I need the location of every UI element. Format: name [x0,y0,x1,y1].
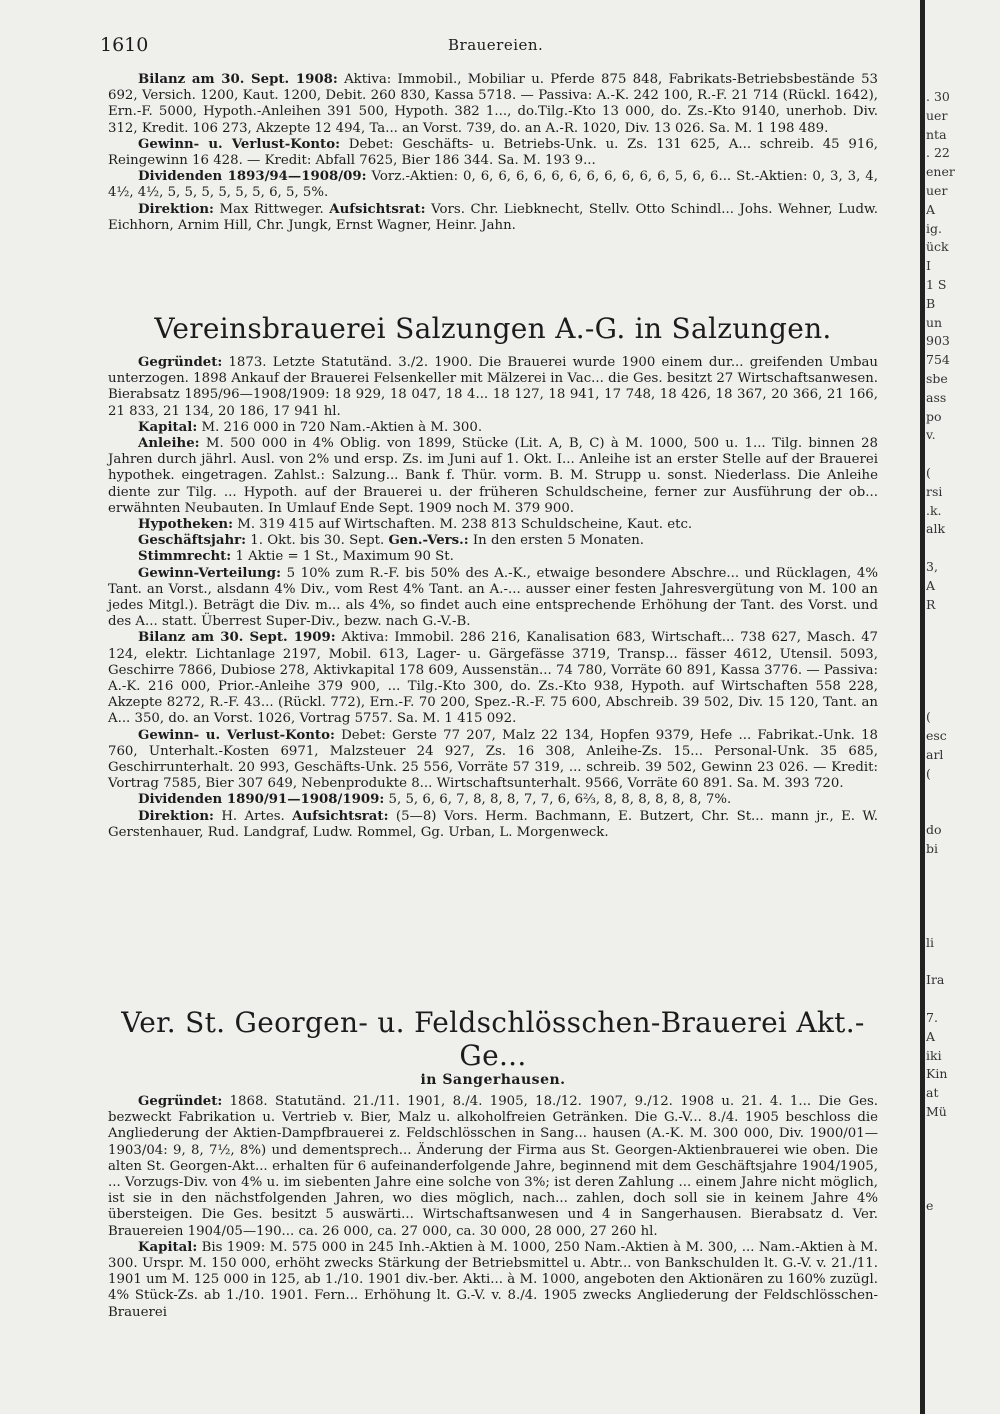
genvers-label: Gen.-Vers.: [388,533,469,549]
stimmrecht-label: Stimmrecht: [138,549,232,565]
gewinn-text: Debet: Geschäfts- u. Betriebs-Unk. u. Zs. 131 625, A... schreib. 45 916, Reingewinn 16 428. — Kredit: Abfall 7625, Bier 186 344. Sa. M. 193 9... [108,136,879,169]
dividenden-text: Vorz.-Aktien: 0, 6, 6, 6, 6, 6, 6, 6, 6, 6, 6, 6, 5, 6, 6... St.-Aktien: 0, 3, 3, 4, 4½, 4½, 5, 5, 5, 5, 5, 5, 6, 5, 5%. [108,169,878,201]
adjacent-line [926,1178,1000,1197]
adjacent-line: B [926,295,936,311]
adjacent-line: do [926,822,942,838]
adjacent-line [926,1159,1000,1178]
adjacent-line [926,1122,1000,1141]
adjacent-line [926,445,1000,464]
adjacent-line: v. [926,427,936,443]
geschaeftsjahr-label: Geschäftsjahr: [138,533,247,549]
adjacent-line: . 22 [926,145,950,161]
adjacent-line: A [926,577,936,593]
gegruendet-sangerhausen [108,1094,878,1240]
section-vereinsbrauerei-salzungen [108,312,878,841]
adjacent-line: I [926,258,931,274]
adjacent-line: A [926,1028,936,1044]
gewinnverteilung-label: Gewinn-Verteilung: [138,565,282,581]
gewinn-verlust-1908 [108,137,878,169]
section-previous-company [108,72,878,234]
adjacent-line: A [926,201,936,217]
gegruendet-label: Gegründet: [138,1094,223,1109]
bilanz-text: Aktiva: Immobil., Mobiliar u. Pferde 875 848, Fabrikats-Betriebsbestände 53 692, Versich. 1200, Kaut. 1200, Debit. 260 830, Kassa 5718. — Passiva: A.-K. 242 100, R.-F. 21 714 (Rückl. 1642), Ern.-F. 5000, Hypoth.-Anleihen 391 500, Hypoth. 382 1..., do.Tilg.-Kto 13 000, do. Zs.-Kto 9140, unerhob. Div. 312, Kredit. 106 273, Akzepte 12 494, Ta... an Vorst. 739, do. an A.-R. 1020, Div. 13 026. Sa. M. 1 198 489. [108,72,878,136]
adjacent-line [926,690,1000,709]
company-title-sangerhausen: Ver. St. Georgen- u. Feldschlösschen-Brauerei Akt.-Ge... [121,1006,865,1072]
adjacent-line [926,990,1000,1009]
adjacent-line: e [926,1198,934,1214]
adjacent-line: uer [926,182,948,198]
adjacent-line [926,802,1000,821]
adjacent-line: esc [926,728,947,744]
anleihe-label: Anleihe: [138,436,200,452]
hypotheken-text: M. 319 415 auf Wirtschaften. M. 238 813 Schuldscheine, Kaut. etc. [237,517,693,533]
page-number: 1610 [100,34,149,56]
adjacent-line: R [926,596,936,612]
adjacent-line: 7. [926,1010,938,1026]
stimmrecht-text: 1 Aktie = 1 St., Maximum 90 St. [235,549,454,565]
gewinnverteilung-salzungen [108,566,878,631]
adjacent-line [926,652,1000,671]
adjacent-line: ener [926,164,955,180]
company-location: in Sangerhausen. [420,1072,566,1088]
aufsichtsrat-text: (5—8) Vors. Herm. Bachmann, E. Butzert, Chr. St... mann jr., E. W. Gerstenhauer, Rud. Landgraf, Ludw. Rommel, Gg. Urban, L. Morgenweck. [108,808,878,840]
geschaeftsjahr-text: 1. Okt. bis 30. Sept. [250,533,385,549]
adjacent-line [926,915,1000,934]
adjacent-line: rsi [926,483,943,499]
adjacent-line: uer [926,107,948,123]
direktion-text: Max Rittweger. [219,201,324,217]
adjacent-line: ück [926,239,949,255]
adjacent-line [926,953,1000,972]
adjacent-line: ( [926,765,931,781]
gegruendet-text: 1868. Statutänd. 21./11. 1901, 8./4. 1905, 18./12. 1907, 9./12. 1908 u. 21. 4. 1... Die Ges. bezweckt Fabrikation u. Vertrieb v. Bier, Malz u. alkoholfreien Getränken. Die G.-V... 8./4. 1905 beschloss die Angliederung der Aktien-Dampfbrauerei z. Feldschlösschen in Sang... hausen (A.-K. M. 300 000, Div. 1900/01—1903/04: 9, 8, 7½, 8%) und dementsprech... Änderung der Firma aus St. Georgen-Aktienbrauerei wie oben. Die alten St. Georgen-Akt... erhalten für 6 aufeinanderfolgende Jahre, beginnend mit dem Geschäftsjahre 1904/1905, ... Vorzugs-Div. von 4% u. im siebenten Jahre eine solche von 3%; ist deren Zahlung ... einem Jahre nicht möglich, ist sie in den nächstfolgenden Jahren, wo dies möglich, nach... zahlen, doch soll sie in keinem Jahre 4% übersteigen. Die Ges. besitzt 5 auswärti... Wirtschaftsanwesen und 4 in Sangerhausen. Bierabsatz d. Ver. Brauereien 1904/05—190... ca. 26 000, ca. 27 000, ca. 30 000, 28 000, 27 260 hl. [108,1094,878,1239]
adjacent-line: po [926,408,942,424]
adjacent-line: bi [926,840,938,856]
section-st-georgen-feldschloesschen [108,1006,878,1321]
adjacent-line [926,633,1000,652]
gegruendet-label: Gegründet: [138,355,223,370]
adjacent-line: alk [926,521,946,537]
adjacent-line: iki [926,1047,942,1063]
kapital-sangerhausen [108,1240,878,1321]
direktion-label: Direktion: [138,201,214,217]
adjacent-line: Kin [926,1066,948,1082]
gewinn-verlust-salzungen [108,728,878,793]
adjacent-line: 754 [926,352,950,368]
bilanz-1909-salzungen [108,630,878,727]
adjacent-line: ass [926,389,947,405]
direktion-salzungen [108,809,878,841]
adjacent-line [926,614,1000,633]
kapital-text: M. 216 000 in 720 Nam.-Aktien à M. 300. [201,419,483,435]
kapital-label: Kapital: [138,1239,198,1255]
adjacent-line: . 30 [926,89,950,104]
kapital-label: Kapital: [138,419,198,435]
adjacent-page-column [926,88,1000,1216]
direktion-label: Direktion: [138,808,214,824]
aufsichtsrat-label: Aufsichtsrat: [329,201,426,217]
aufsichtsrat-text: Vors. Chr. Liebknecht, Stellv. Otto Schindl... Johs. Wehner, Ludw. Eichhorn, Arnim Hill, Chr. Jungk, Ernst Wagner, Heinr. Jahn. [108,201,879,233]
adjacent-line: arl [926,746,944,762]
adjacent-line: li [926,934,934,950]
kapital-text: Bis 1909: M. 575 000 in 245 Inh.-Aktien à M. 1000, 250 Nam.-Aktien à M. 300, ... Nam.-Aktien à M. 300. Urspr. M. 150 000, erhöht zwecks Stärkung der Betriebsmittel u. Abtr... von Bankschulden lt. G.-V. v. 21./11. 1901 um M. 125 000 in 125, ab 1./10. 1901 div.-ber. Akti... à M. 1000, angeboten den Aktionären zu 160% zuzügl. 4% Stück-Zs. ab 1./10. 1901. Fern... Erhöhung lt. G.-V. v. 8./4. 1905 zwecks Angliederung der Feldschlösschen-Brauerei [108,1239,878,1320]
kapital-salzungen [108,420,878,436]
adjacent-line: un [926,314,943,330]
adjacent-line [926,1141,1000,1160]
adjacent-line [926,539,1000,558]
adjacent-line: sbe [926,370,948,386]
adjacent-line: ( [926,709,931,725]
adjacent-line: 3, [926,558,938,574]
adjacent-line [926,859,1000,878]
aufsichtsrat-label: Aufsichtsrat: [292,808,389,824]
adjacent-line: Mü [926,1104,947,1120]
adjacent-line: at [926,1085,939,1101]
gegruendet-text: 1873. Letzte Statutänd. 3./2. 1900. Die Brauerei wurde 1900 einem dur... greifenden Umbau unterzogen. 1898 Ankauf der Brauerei Felsenkeller mit Mälzerei in Vac... die Ges. besitzt 27 Wirtschaftsanwesen. Bierabsatz 1895/96—1908/1909: 18 929, 18 047, 18 4... 18 127, 18 941, 17 748, 18 426, 18 367, 20 366, 21 166, 21 833, 21 134, 20 186, 17 941 hl. [108,355,878,419]
dividenden-label: Dividenden 1893/94—1908/09: [138,169,367,185]
gewinnverteilung-text: 5 10% zum R.-F. bis 50% des A.-K., etwaige besondere Abschre... und Rücklagen, 4% Tant. an Vorst., alsdann 4% Div., vom Rest 4% Tant. an A.-... ausser einer festen Jahresvergütung von M. 100 an jedes Mitgl.). Beträgt die Div. m... als 4%, so findet auch eine entsprechende Erhöhung der Tant. des Vorst. und des A... statt. Überrest Super-Div., bezw. nach G.-V.-B. [108,565,878,630]
adjacent-line [926,783,1000,802]
direktion-1908 [108,202,878,234]
hypotheken-salzungen [108,517,878,533]
anleihe-salzungen [108,436,878,517]
adjacent-line: 1 S [926,276,947,292]
dividenden-text: 5, 5, 6, 6, 7, 8, 8, 8, 7, 7, 6, 6⅔, 8, 8, 8, 8, 8, 8, 7%. [388,792,732,808]
gewinn-label: Gewinn- u. Verlust-Konto: [138,727,335,743]
gegruendet-salzungen [108,355,878,420]
adjacent-line [926,671,1000,690]
adjacent-line: .k. [926,502,942,518]
dividenden-salzungen [108,792,878,808]
bilanz-1908 [108,72,878,137]
column-divider [920,0,925,1414]
company-title-salzungen: Vereinsbrauerei Salzungen A.-G. in Salzungen. [154,312,832,345]
anleihe-text: M. 500 000 in 4% Oblig. von 1899, Stücke (Lit. A, B, C) à M. 1000, 500 u. 1... Tilg. binnen 28 Jahren durch jährl. Ausl. von 2% und ersp. Zs. im Juni auf 1. Okt. I... Anleihe ist an erster Stelle auf der Brauerei hypothek. eingetragen. Zahlst.: Salzung... Bank f. Thür. vorm. B. M. Strupp u. sonst. Niederlass. Die Anleihe diente zur Tilg. ... Hypoth. auf der Brauerei u. der früheren Schuldscheine, ferner zur Ausführung der ob... erwähnten Neubauten. In Umlauf Ende Sept. 1909 noch M. 379 900. [108,436,878,516]
adjacent-line: 903 [926,333,950,349]
adjacent-line: ig. [926,220,942,236]
gewinn-label: Gewinn- u. Verlust-Konto: [138,136,340,152]
adjacent-line [926,896,1000,915]
adjacent-line: ( [926,464,931,480]
adjacent-line: nta [926,126,947,142]
dividenden-1908 [108,169,878,201]
bilanz-text: Aktiva: Immobil. 286 216, Kanalisation 683, Wirtschaft... 738 627, Masch. 47 124, elektr. Lichtanlage 2197, Mobil. 613, Lager- u. Gärgefässe 3719, Transp... fässer 4612, Utensil. 5093, Geschirre 7866, Dubiose 278, Aktivkapital 178 609, Aussenstän... 74 780, Vorräte 60 891, Kassa 3776. — Passiva: A.-K. 216 000, Prior.-Anleihe 379 900, ... Tilg.-Kto 300, do. Zs.-Kto 938, Hypoth. auf Wirtschaften 558 228, Akzepte 8272, R.-F. 43... (Rückl. 772), Ern.-F. 70 200, Spez.-R.-F. 75 600, Abschreib. 39 502, Div. 15 120, Tant. an A... 350, do. an Vorst. 1026, Vortrag 5757. Sa. M. 1 415 092. [108,630,878,727]
adjacent-line [926,877,1000,896]
adjacent-line: Ira [926,972,945,988]
bilanz-label: Bilanz am 30. Sept. 1908: [138,72,338,87]
geschaeftsjahr-salzungen [108,533,878,549]
dividenden-label: Dividenden 1890/91—1908/1909: [138,792,385,808]
genvers-text: In den ersten 5 Monaten. [472,533,644,549]
running-head: Brauereien. [448,36,544,54]
gewinn-text: Debet: Gerste 77 207, Malz 22 134, Hopfen 9379, Hefe ... Fabrikat.-Unk. 18 760, Unterhalt.-Kosten 6971, Malzsteuer 24 927, Zs. 16 308, Anleihe-Zs. 15... Personal-Unk. 35 685, Geschirrunterhalt. 20 993, Geschäfts-Unk. 25 556, Vorräte 57 319, ... schreib. 39 502, Gewinn 23 026. — Kredit: Vortrag 7585, Bier 307 649, Nebenprodukte 8... Wirtschaftsunterhalt. 9566, Vorräte 60 891. Sa. M. 393 720. [108,727,878,792]
hypotheken-label: Hypotheken: [138,517,233,533]
stimmrecht-salzungen [108,549,878,565]
bilanz-label: Bilanz am 30. Sept. 1909: [138,630,336,646]
direktion-text: H. Artes. [221,808,285,824]
